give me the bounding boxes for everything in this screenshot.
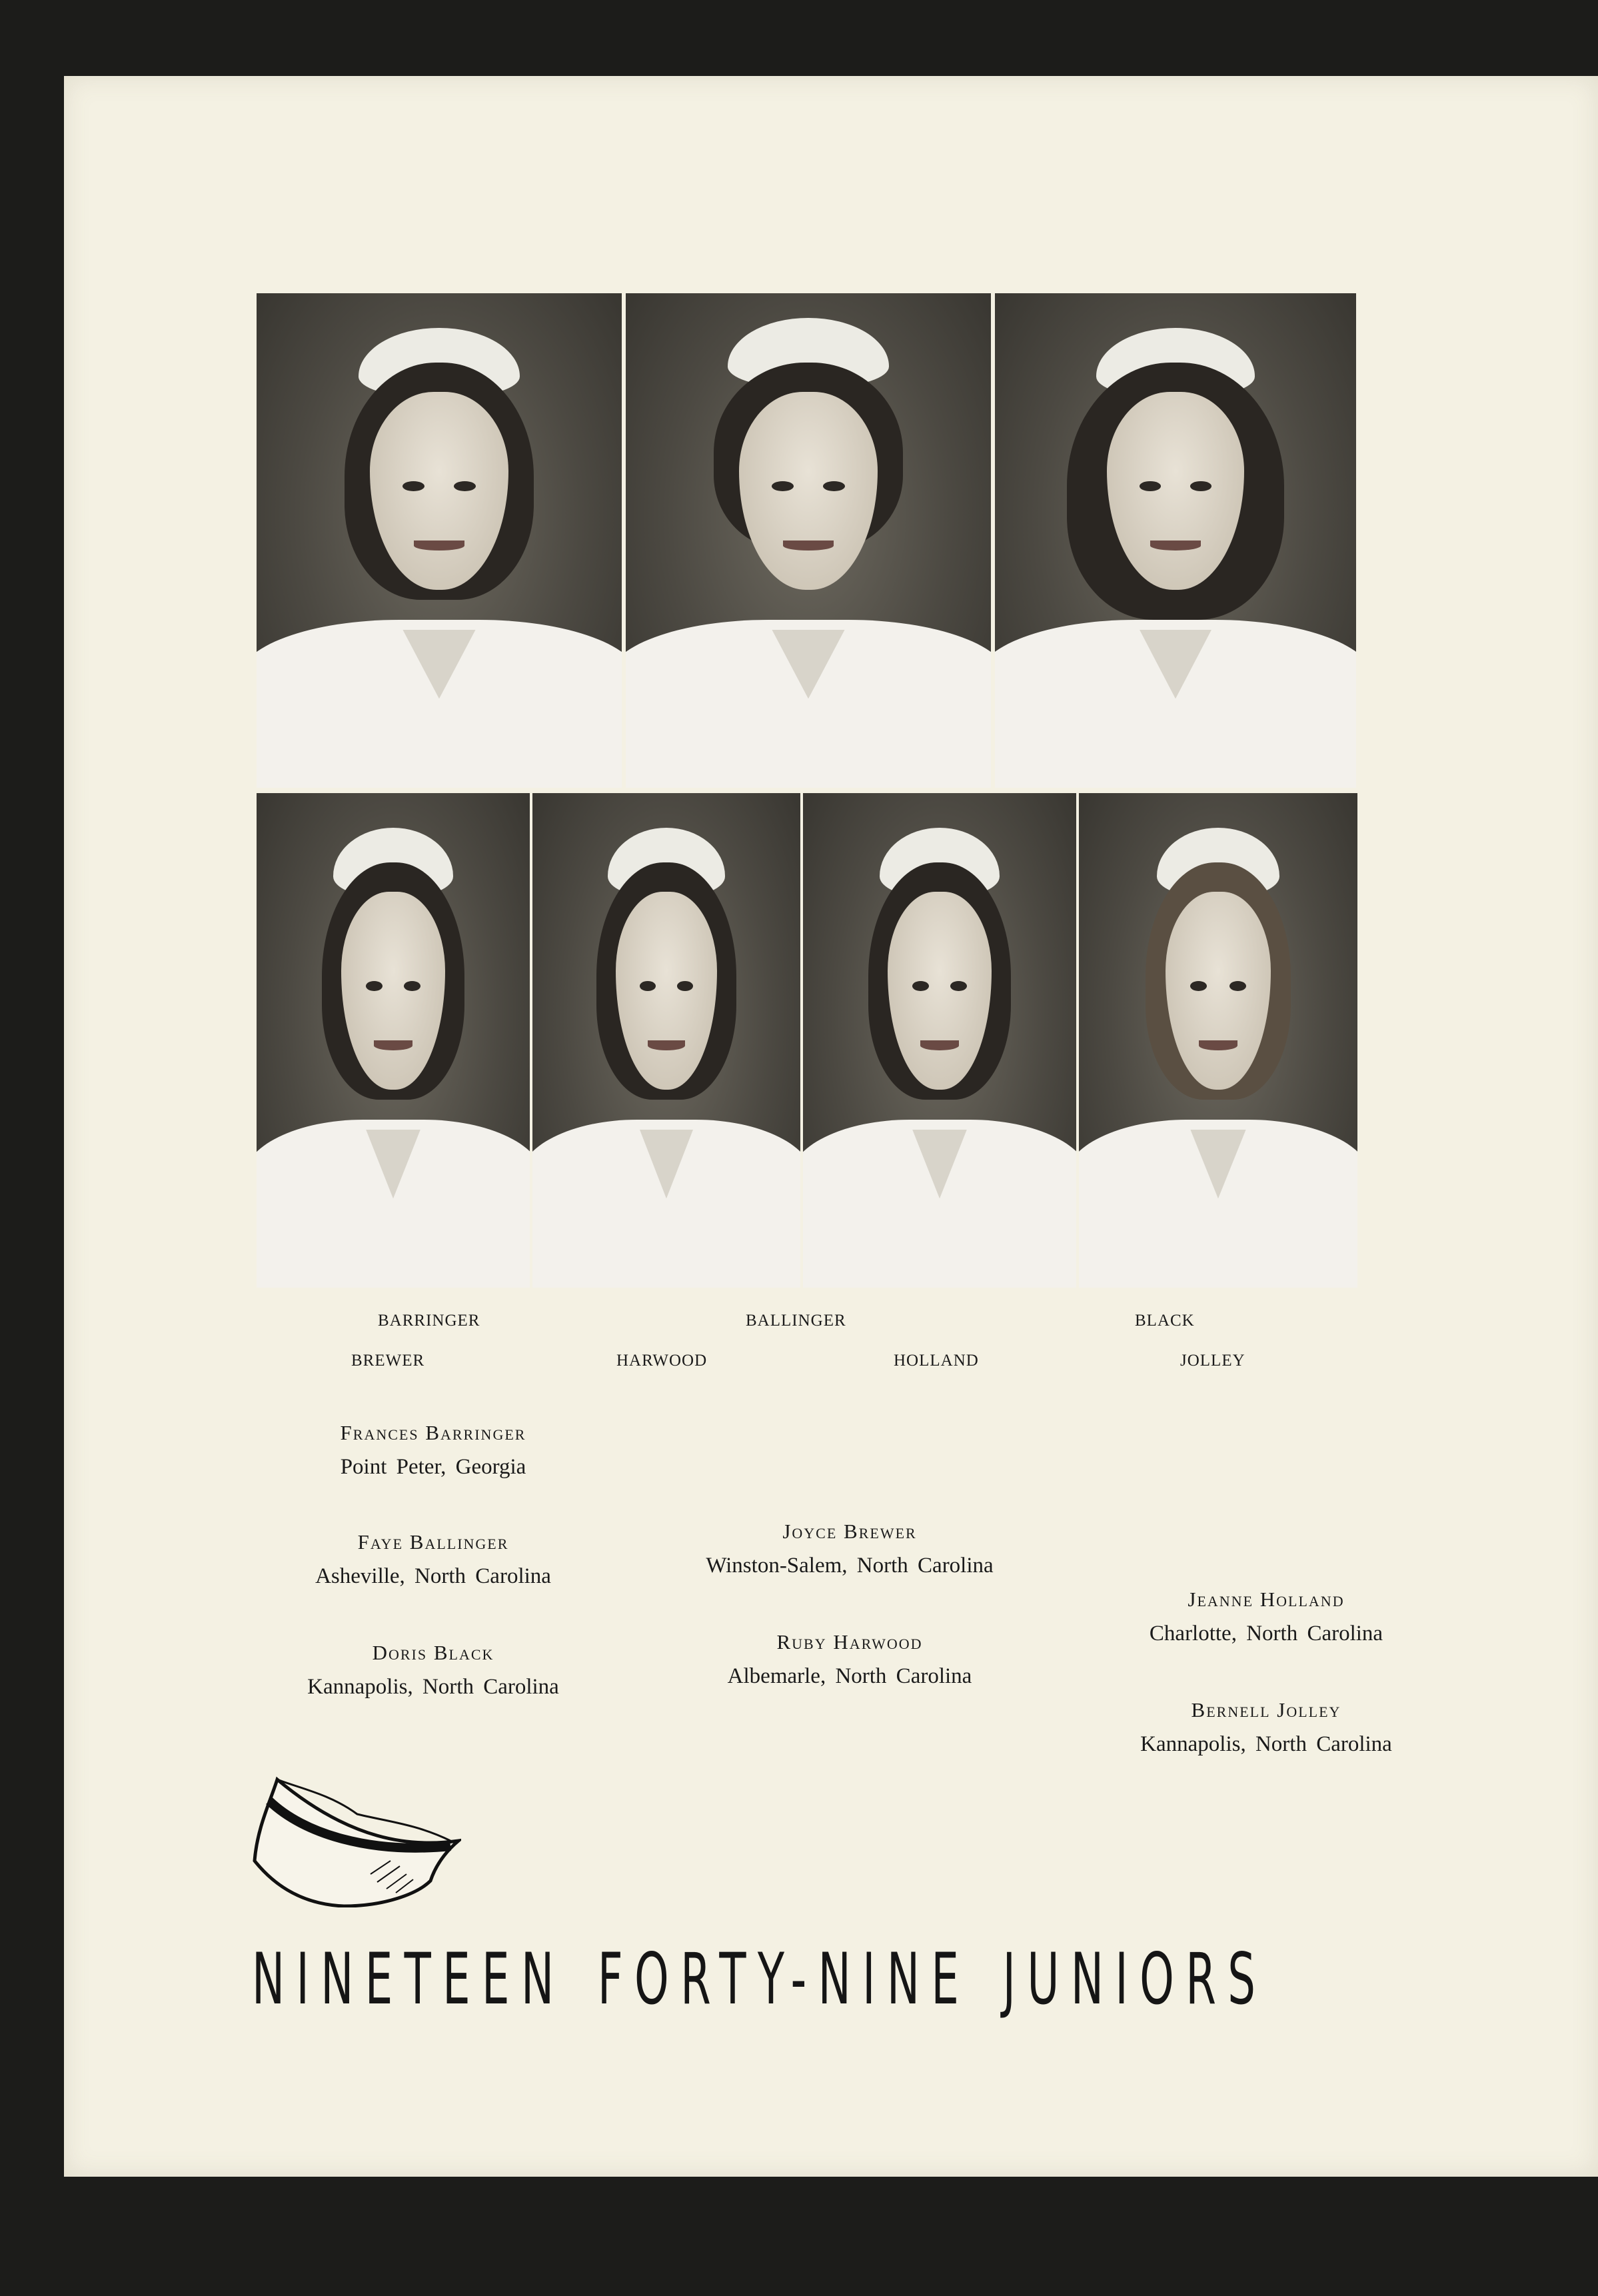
student-hometown: Albemarle, North Carolina	[727, 1664, 972, 1688]
title-word-3: JUNIORS	[1002, 1938, 1267, 2020]
student-name: Ruby Harwood	[776, 1630, 923, 1654]
title-word-2: FORTY-NINE	[597, 1938, 971, 2020]
caption-harwood: HARWOOD	[616, 1352, 708, 1370]
student-hometown: Kannapolis, North Carolina	[307, 1675, 559, 1699]
caption-brewer: BREWER	[351, 1352, 425, 1370]
entry-black	[267, 1638, 600, 1706]
student-hometown: Kannapolis, North Carolina	[1140, 1732, 1392, 1756]
portrait-ballinger	[626, 293, 991, 788]
entry-brewer	[653, 1517, 1046, 1585]
student-name: Joyce Brewer	[782, 1520, 917, 1543]
entry-ballinger	[267, 1528, 600, 1596]
portrait-brewer	[257, 793, 530, 1288]
portrait-harwood	[532, 793, 800, 1288]
student-hometown: Charlotte, North Carolina	[1149, 1622, 1383, 1646]
student-name: Doris Black	[372, 1641, 494, 1664]
portrait-barringer	[257, 293, 622, 788]
entry-harwood	[653, 1628, 1046, 1696]
caption-jolley: JOLLEY	[1180, 1352, 1245, 1370]
student-hometown: Asheville, North Carolina	[315, 1564, 551, 1588]
title-word-1: NINETEEN	[252, 1938, 566, 2020]
student-hometown: Winston-Salem, North Carolina	[706, 1554, 994, 1578]
student-name: Bernell Jolley	[1191, 1698, 1341, 1722]
caption-barringer: BARRINGER	[378, 1312, 480, 1330]
portrait-jolley	[1079, 793, 1357, 1288]
caption-holland: HOLLAND	[894, 1352, 979, 1370]
entry-barringer	[267, 1418, 600, 1486]
nurse-cap-icon	[251, 1774, 461, 1907]
student-name: Faye Ballinger	[357, 1530, 509, 1554]
student-hometown: Point Peter, Georgia	[340, 1455, 526, 1479]
page-title	[252, 1938, 1299, 2020]
entry-jolley	[1100, 1696, 1433, 1763]
caption-ballinger: BALLINGER	[746, 1312, 846, 1330]
entry-holland	[1100, 1585, 1433, 1653]
caption-black: BLACK	[1135, 1312, 1195, 1330]
portrait-black	[995, 293, 1356, 788]
portrait-holland	[803, 793, 1076, 1288]
student-name: Jeanne Holland	[1188, 1588, 1345, 1611]
student-name: Frances Barringer	[340, 1421, 526, 1444]
